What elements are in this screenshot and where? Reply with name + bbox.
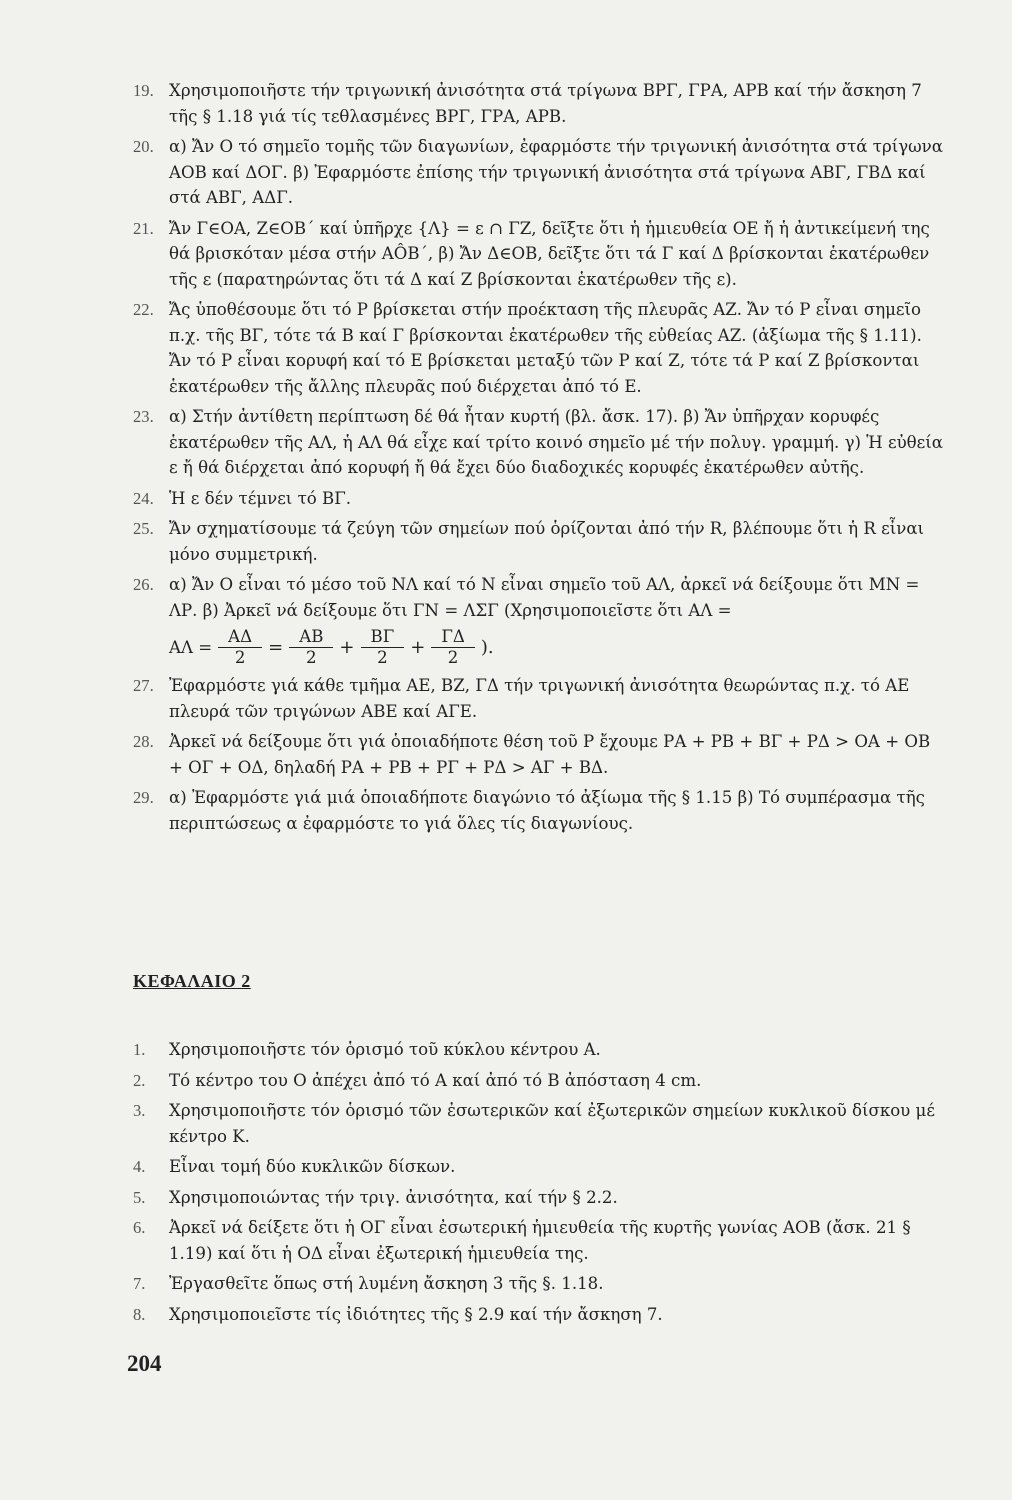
exercise-8 <box>133 1302 948 1328</box>
exercise-list-chapter-2 <box>133 1037 948 1332</box>
exercise-number: 21. <box>133 218 154 238</box>
exercise-5 <box>133 1185 948 1211</box>
fraction-numerator: ΑΒ <box>289 627 333 648</box>
fraction-numerator: ΒΓ <box>361 627 405 648</box>
exercise-text: Χρησιμοποιῆστε τόν ὁρισμό τῶν ἐσωτερικῶν καί ἐξωτερικῶν σημείων κυκλικοῦ δίσκου μέ κέντρο Κ. <box>169 1101 935 1146</box>
fraction <box>218 627 262 668</box>
exercise-4 <box>133 1154 948 1180</box>
fraction <box>431 627 475 668</box>
exercise-number: 19. <box>133 81 154 100</box>
page-number: 204 <box>127 1351 162 1376</box>
exercise-text: Χρησιμοποιεῖστε τίς ἰδιότητες τῆς § 2.9 καί τήν ἄσκηση 7. <box>169 1304 663 1324</box>
exercise-text: Χρησιμοποιῆστε τήν τριγωνική ἀνισότητα στά τρίγωνα ΒΡΓ, ΓΡΑ, ΑΡΒ καί τήν ἄσκηση 7 τῆς § 1.18 γιά τίς τεθλασμένες ΒΡΓ, ΓΡΑ, ΑΡΒ. <box>169 81 922 126</box>
exercise-27 <box>133 673 948 724</box>
exercise-25 <box>133 516 948 567</box>
exercise-number: 5. <box>133 1187 146 1207</box>
exercise-text: α) Στήν ἀντίθετη περίπτωση δέ θά ἦταν κυρτή (βλ. ἄσκ. 17). β) Ἄν ὑπῆρχαν κορυφές ἑκατέρωθεν τῆς ΑΛ, ἡ ΑΛ θά εἶχε καί τρίτο κοινό σημεῖο μέ τήν πολυγ. γραμμή. γ) Ἡ εὐθεία ε ἤ θά διέρχεται ἀπό κορυφή ἤ θά ἔχει δύο διαδοχικές κορυφές ἑκατέρωθεν αὐτῆς. <box>169 407 943 477</box>
exercise-24 <box>133 486 948 512</box>
exercise-text: Ἐργασθεῖτε ὅπως στή λυμένη ἄσκηση 3 τῆς §. 1.18. <box>169 1274 604 1293</box>
formula-lhs: ΑΛ = <box>169 637 213 657</box>
fraction-denominator: 2 <box>234 648 246 667</box>
exercise-number: 23. <box>133 407 154 426</box>
exercise-23 <box>133 404 948 481</box>
exercise-26 <box>133 572 948 668</box>
exercise-text: Χρησιμοποιώντας τήν τριγ. ἀνισότητα, καί τήν § 2.2. <box>169 1187 618 1207</box>
exercise-text: Ἀρκεῖ νά δείξετε ὅτι ἡ ΟΓ εἶναι ἐσωτερική ἡμιευθεία τῆς κυρτῆς γωνίας ΑΟΒ (ἄσκ. 21 § 1.19) καί ὅτι ἡ ΟΔ εἶναι ἐξωτερική ἡμιευθεία της. <box>169 1218 911 1263</box>
exercise-29 <box>133 785 948 836</box>
fraction <box>289 627 333 668</box>
chapter-heading: ΚΕΦΑΛΑΙΟ 2 <box>133 971 251 991</box>
exercise-number: 1. <box>133 1040 146 1059</box>
exercise-number: 29. <box>133 788 154 807</box>
fraction <box>361 627 405 668</box>
exercise-text: Ἀρκεῖ νά δείξουμε ὅτι γιά ὁποιαδήποτε θέση τοῦ Ρ ἔχουμε ΡΑ + ΡΒ + ΒΓ + ΡΔ > ΟΑ + ΟΒ + ΟΓ + ΟΔ, δηλαδή ΡΑ + ΡΒ + ΡΓ + ΡΔ > ΑΓ + ΒΔ. <box>169 732 931 777</box>
exercise-number: 4. <box>133 1157 146 1176</box>
exercise-number: 6. <box>133 1218 146 1237</box>
exercise-2 <box>133 1068 948 1094</box>
exercise-number: 7. <box>133 1274 146 1293</box>
exercise-19 <box>133 78 948 129</box>
exercise-28 <box>133 729 948 780</box>
exercise-number: 20. <box>133 137 154 156</box>
exercise-1 <box>133 1037 948 1063</box>
plus-sign: + <box>410 636 426 658</box>
exercise-number: 24. <box>133 488 154 508</box>
exercise-text: Χρησιμοποιῆστε τόν ὁρισμό τοῦ κύκλου κέντρου Α. <box>169 1040 601 1059</box>
fraction-numerator: ΑΔ <box>218 627 262 648</box>
equals-sign: = <box>268 636 284 658</box>
exercise-number: 22. <box>133 300 154 319</box>
exercise-number: 25. <box>133 519 154 538</box>
fraction-denominator: 2 <box>377 648 388 667</box>
plus-sign: + <box>339 636 355 658</box>
exercise-20 <box>133 134 948 211</box>
exercise-text: Ἄν Γ∈ΟΑ, Ζ∈ΟΒ΄ καί ὑπῆρχε {Λ} = ε ∩ ΓΖ, δεῖξτε ὅτι ἡ ἡμιευθεία ΟΕ ἤ ἡ ἀντικείμενή της θά βρισκόταν μέσα στήν ΑÔΒ΄, β) Ἄν Δ∈ΟΒ, δεῖξτε ὅτι τά Γ καί Δ βρίσκονται ἑκατέρωθεν τῆς ε (παρατηρώντας ὅτι τά Δ καί Ζ βρίσκονται ἑκατέρωθεν τῆς ε). <box>169 218 930 289</box>
exercise-22 <box>133 297 948 399</box>
formula-26 <box>169 627 948 668</box>
fraction-numerator: ΓΔ <box>431 627 475 648</box>
fraction-denominator: 2 <box>306 648 317 667</box>
exercise-text: α) Ἐφαρμόστε γιά μιά ὁποιαδήποτε διαγώνιο τό ἀξίωμα τῆς § 1.15 β) Τό συμπέρασμα τῆς περιπτώσεως α ἐφαρμόστε το γιά ὅλες τίς διαγωνίους. <box>169 788 925 833</box>
exercise-number: 28. <box>133 732 154 751</box>
exercise-text: Ἐφαρμόστε γιά κάθε τμῆμα ΑΕ, ΒΖ, ΓΔ τήν τριγωνική ἀνισότητα θεωρώντας π.χ. τό ΑΕ πλευρά τῶν τριγώνων ΑΒΕ καί ΑΓΕ. <box>169 676 910 721</box>
exercise-number: 26. <box>133 575 154 594</box>
exercise-list-chapter-1 <box>133 78 948 841</box>
exercise-text: α) Ἄν Ο τό σημεῖο τομῆς τῶν διαγωνίων, ἐφαρμόστε τήν τριγωνική ἀνισότητα στά τρίγωνα ΑΟΒ καί ΔΟΓ. β) Ἐφαρμόστε ἐπίσης τήν τριγωνική ἀνισότητα στά τρίγωνα ΑΒΓ, ΓΒΔ καί στά ΑΒΓ, ΑΔΓ. <box>169 137 943 207</box>
exercise-21 <box>133 216 948 293</box>
exercise-text: Τό κέντρο του Ο ἀπέχει ἀπό τό Α καί ἀπό τό Β ἀπόσταση 4 cm. <box>169 1070 702 1090</box>
exercise-number: 27. <box>133 676 154 695</box>
exercise-3 <box>133 1098 948 1149</box>
exercise-number: 2. <box>133 1070 146 1090</box>
exercise-text: Εἶναι τομή δύο κυκλικῶν δίσκων. <box>169 1157 456 1176</box>
exercise-text: Ἡ ε δέν τέμνει τό ΒΓ. <box>169 488 352 508</box>
exercise-number: 8. <box>133 1304 146 1324</box>
exercise-text: Ἄν σχηματίσουμε τά ζεύγη τῶν σημείων πού ὁρίζονται ἀπό τήν R, βλέπουμε ὅτι ἡ R εἶναι μόνο συμμετρική. <box>169 519 925 564</box>
exercise-6 <box>133 1215 948 1266</box>
exercise-number: 3. <box>133 1101 146 1120</box>
exercise-7 <box>133 1271 948 1297</box>
exercise-text: α) Ἄν Ο εἶναι τό μέσο τοῦ ΝΛ καί τό Ν εἶναι σημεῖο τοῦ ΑΛ, ἀρκεῖ νά δείξουμε ὅτι ΜΝ = ΛΡ. β) Ἀρκεῖ νά δείξουμε ὅτι ΓΝ = ΛΣΓ (Χρησιμοποιεῖστε ὅτι ΑΛ = <box>169 575 920 620</box>
exercise-text: Ἄς ὑποθέσουμε ὅτι τό Ρ βρίσκεται στήν προέκταση τῆς πλευρᾶς ΑΖ. Ἄν τό Ρ εἶναι σημεῖο π.χ. τῆς ΒΓ, τότε τά Β καί Γ βρίσκονται ἑκατέρωθεν τῆς εὐθείας ΑΖ. (ἀξίωμα τῆς § 1.11). Ἄν τό Ρ εἶναι κορυφή καί τό Ε βρίσκεται μεταξύ τῶν Ρ καί Ζ, τότε τά Ρ καί Ζ βρίσκονται ἑκατέρωθεν τῆς ἄλλης πλευρᾶς πού διέρχεται ἀπό τό Ε. <box>169 300 922 396</box>
fraction-denominator: 2 <box>447 648 459 667</box>
closing-parenthesis: ). <box>480 636 494 658</box>
